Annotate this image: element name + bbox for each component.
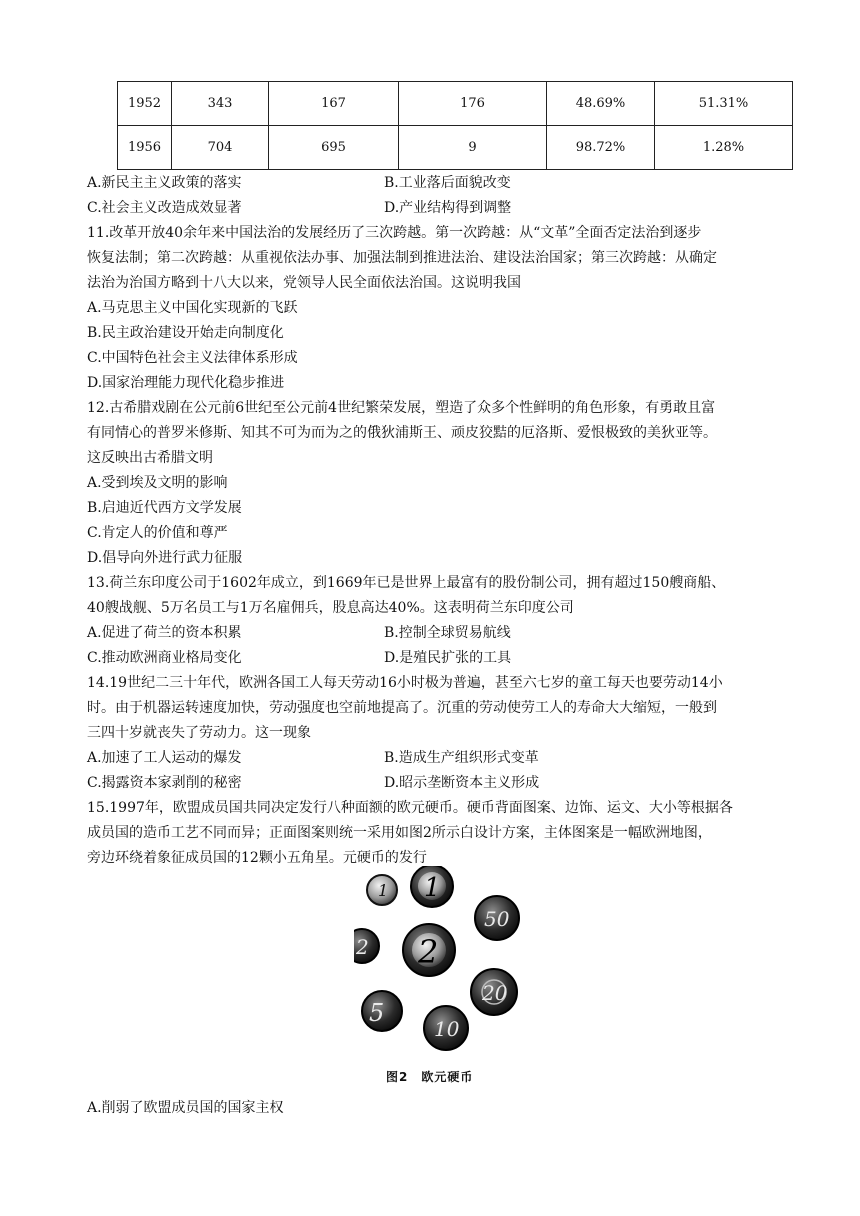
figure-caption: 图2 欧元硬币 [386, 1070, 474, 1084]
coin-1-euro-numeral: 1 [424, 873, 441, 903]
q10-option-c: C.社会主义改造成效显著 [87, 200, 242, 216]
q14-options-row-1 [87, 746, 807, 771]
q13-option-d: D.是殖民扩张的工具 [384, 650, 512, 666]
q10-option-a: A.新民主主义政策的落实 [87, 175, 242, 191]
q15-option-a: A.削弱了欧盟成员国的国家主权 [87, 1100, 284, 1116]
q14-option-b: B.造成生产组织形式变革 [384, 750, 539, 766]
table-cell: 704 [172, 126, 269, 170]
coin-2-euro-numeral: 2 [418, 933, 439, 971]
q12-option-c: C.肯定人的价值和尊严 [87, 525, 228, 541]
coin-1-cent [367, 875, 397, 905]
coin-2-euro [403, 924, 455, 976]
q14-option-c: C.揭露资本家剥削的秘密 [87, 775, 242, 791]
q12-stem-line: 12.古希腊戏剧在公元前6世纪至公元前4世纪繁荣发展，塑造了众多个性鲜明的角色形象，有勇敢且富 [87, 400, 716, 416]
table-cell: 695 [269, 126, 399, 170]
table-cell: 98.72% [547, 126, 655, 170]
table-cell: 1956 [118, 126, 172, 170]
table-row [118, 126, 793, 170]
coin-2-cent-numeral: 2 [356, 935, 369, 959]
table-cell: 48.69% [547, 82, 655, 126]
coin-5-cent [362, 991, 402, 1031]
q15-stem-line: 成员国的造币工艺不同而异；正面图案则统一采用如图2所示白设计方案，主体图案是一幅欧洲地图， [87, 825, 712, 841]
coin-2-cent [354, 929, 379, 963]
coin-1-cent-numeral: 1 [378, 881, 389, 900]
table-row [118, 82, 793, 126]
euro-coins-figure [354, 866, 524, 1054]
statistics-table [117, 81, 793, 170]
q13-options-row-2 [87, 646, 807, 671]
q11-option-d: D.国家治理能力现代化稳步推进 [87, 375, 285, 391]
question-text-block [87, 171, 807, 871]
table-cell: 167 [269, 82, 399, 126]
q13-stem-line: 13.荷兰东印度公司于1602年成立，到1669年已是世界上最富有的股份制公司，拥有超过150艘商船、 [87, 575, 726, 591]
q12-stem-line: 有同情心的普罗米修斯、知其不可为而为之的俄狄浦斯王、顽皮狡黠的厄洛斯、爱恨极致的美狄亚等。 [87, 425, 717, 441]
q11-stem-line: 11.改革开放40余年来中国法治的发展经历了三次跨越。第一次跨越：从“文革”全面否定法治到逐步 [87, 225, 702, 241]
q11-option-a: A.马克思主义中国化实现新的飞跃 [87, 300, 298, 316]
q11-option-b: B.民主政治建设开始走向制度化 [87, 325, 284, 341]
coin-5-cent-numeral: 5 [369, 999, 385, 1027]
coin-50-cent-numeral: 50 [484, 907, 510, 931]
table-cell: 1952 [118, 82, 172, 126]
q14-stem-line: 时。由于机器运转速度加快，劳动强度也空前地提高了。沉重的劳动使劳工人的寿命大大缩短，一般到 [87, 700, 717, 716]
q14-option-d: D.昭示垄断资本主义形成 [384, 775, 540, 791]
q15-stem-line: 旁边环绕着象征成员国的12颗小五角星。元硬币的发行 [87, 850, 427, 866]
coin-20-cent [471, 969, 517, 1015]
q10-option-d: D.产业结构得到调整 [384, 200, 512, 216]
coin-10-cent [424, 1006, 468, 1050]
table-cell: 343 [172, 82, 269, 126]
q13-options-row-1 [87, 621, 807, 646]
q14-option-a: A.加速了工人运动的爆发 [87, 750, 242, 766]
q15-stem-line: 15.1997年，欧盟成员国共同决定发行八种面额的欧元硬币。硬币背面图案、边饰、运文、大小等根据各 [87, 800, 733, 816]
q11-stem-line: 恢复法制；第二次跨越：从重视依法办事、加强法制到推进法治、建设法治国家；第三次跨越：从确定 [87, 250, 717, 266]
q14-options-row-2 [87, 771, 807, 796]
q11-option-c: C.中国特色社会主义法律体系形成 [87, 350, 298, 366]
q10-options-row-1 [87, 171, 807, 196]
q10-options-row-2 [87, 196, 807, 221]
table-cell: 176 [399, 82, 547, 126]
q13-option-a: A.促进了荷兰的资本积累 [87, 625, 242, 641]
table-cell: 9 [399, 126, 547, 170]
coin-50-cent [475, 896, 519, 940]
table-cell: 1.28% [655, 126, 793, 170]
q12-stem-line: 这反映出古希腊文明 [87, 450, 213, 466]
q12-option-a: A.受到埃及文明的影响 [87, 475, 228, 491]
table-cell: 51.31% [655, 82, 793, 126]
q10-option-b: B.工业落后面貌改变 [384, 175, 511, 191]
coin-10-cent-numeral: 10 [434, 1017, 460, 1041]
q14-stem-line: 14.19世纪二三十年代，欧洲各国工人每天劳动16小时极为普遍，甚至六七岁的童工每天也要劳动14小 [87, 675, 723, 691]
q14-stem-line: 三四十岁就丧失了劳动力。这一现象 [87, 725, 311, 741]
coin-1-euro [411, 866, 453, 907]
q12-option-d: D.倡导向外进行武力征服 [87, 550, 243, 566]
q13-option-c: C.推动欧洲商业格局变化 [87, 650, 242, 666]
q12-option-b: B.启迪近代西方文学发展 [87, 500, 242, 516]
q13-stem-line: 40艘战舰、5万名员工与1万名雇佣兵，股息高达40%。这表明荷兰东印度公司 [87, 600, 574, 616]
coin-20-cent-numeral: 20 [482, 981, 508, 1005]
q13-option-b: B.控制全球贸易航线 [384, 625, 511, 641]
q11-stem-line: 法治为治国方略到十八大以来，党领导人民全面依法治国。这说明我国 [87, 275, 521, 291]
